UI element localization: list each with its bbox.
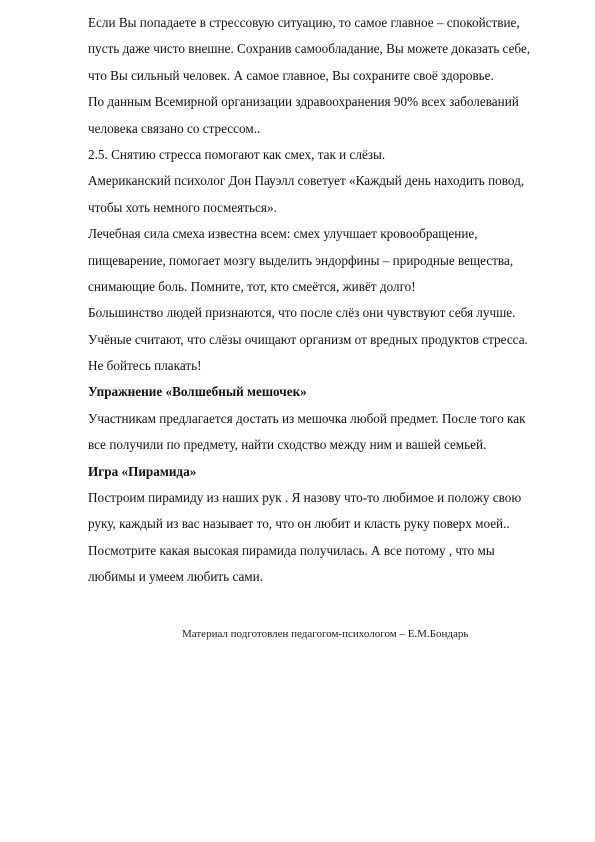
paragraph-line: Учёные считают, что слёзы очищают организм от вредных продуктов стресса. — [88, 331, 528, 347]
paragraph-line: любимы и умеем любить сами. — [88, 569, 264, 585]
document-body — [88, 10, 558, 591]
section-heading: 2.5. Снятию стресса помогают как смех, так и слёзы. — [88, 146, 386, 162]
paragraph-line: человека связано со стрессом.. — [88, 120, 261, 136]
paragraph-line: что Вы сильный человек. А самое главное, Вы сохраните своё здоровье. — [88, 67, 494, 83]
paragraph-line: Участникам предлагается достать из мешочка любой предмет. После того как — [88, 410, 526, 426]
paragraph-line: пусть даже чисто внешне. Сохранив самообладание, Вы можете доказать себе, — [88, 41, 531, 57]
paragraph-line: Если Вы попадаете в стрессовую ситуацию, то самое главное – спокойствие, — [88, 15, 520, 30]
paragraph-line: чтобы хоть немного посмеяться». — [88, 199, 277, 215]
paragraph-line: Не бойтесь плакать! — [88, 358, 202, 374]
exercise-heading: Упражнение «Волшебный мешочек» — [88, 384, 307, 400]
author-footer: Материал подготовлен педагогом-психологом – Е.М.Бондарь — [182, 628, 469, 640]
paragraph-line: все получили по предмету, найти сходство между ним и вашей семьей. — [88, 437, 487, 453]
paragraph-line: Лечебная сила смеха известна всем: смех улучшает кровообращение, — [88, 226, 478, 242]
paragraph-line: руку, каждый из вас называет то, что он любит и класть руку поверх моей.. — [88, 516, 510, 532]
paragraph-line: По данным Всемирной организации здравоохранения 90% всех заболеваний — [88, 94, 519, 110]
paragraph-line: Американский психолог Дон Пауэлл советует «Каждый день находить повод, — [88, 173, 525, 189]
game-heading: Игра «Пирамида» — [88, 463, 197, 479]
paragraph-line: снимающие боль. Помните, тот, кто смеётся, живёт долго! — [88, 278, 416, 294]
paragraph-line: Большинство людей признаются, что после слёз они чувствуют себя лучше. — [88, 305, 516, 321]
paragraph-line: Посмотрите какая высокая пирамида получилась. А все потому , что мы — [88, 542, 495, 558]
paragraph-line: пищеварение, помогает мозгу выделить эндорфины – природные вещества, — [88, 252, 514, 268]
paragraph-line: Построим пирамиду из наших рук . Я назову что-то любимое и положу свою — [88, 490, 522, 506]
